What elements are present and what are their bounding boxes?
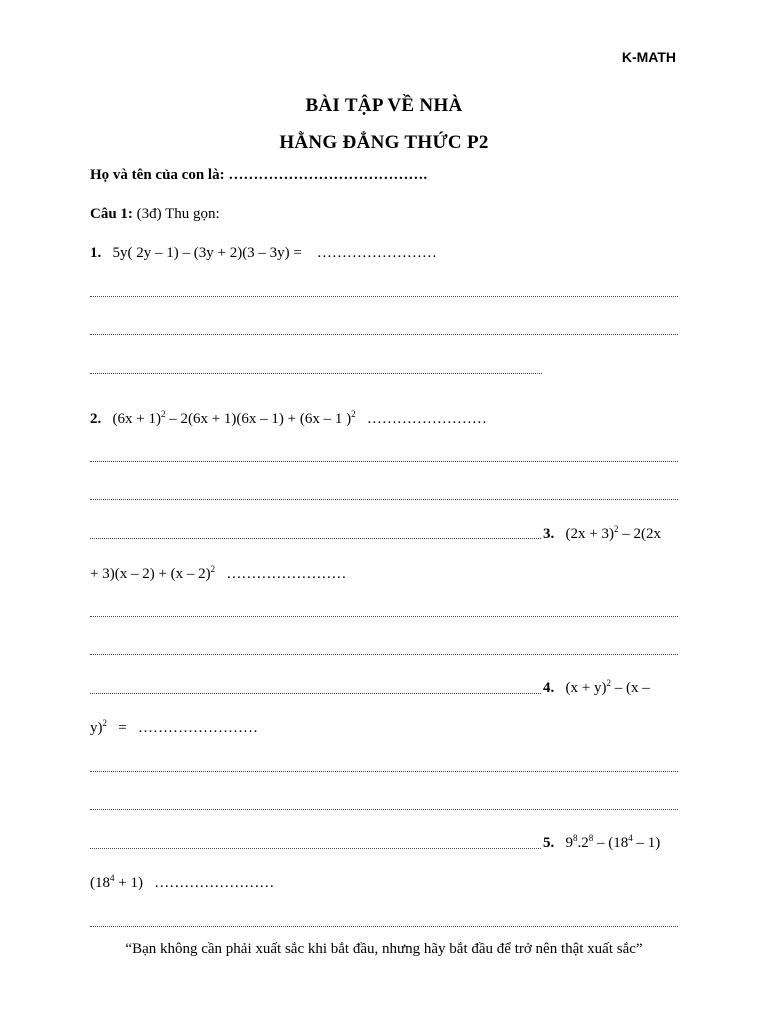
answer-line[interactable]	[90, 926, 678, 927]
answer-line[interactable]	[90, 616, 678, 617]
exercise-5	[543, 835, 660, 852]
worksheet-title: BÀI TẬP VỀ NHÀ	[305, 95, 463, 116]
exercise-expression: y)$^2$ =	[90, 718, 127, 736]
answer-line[interactable]	[90, 848, 541, 849]
answer-blank[interactable]: ……………………	[137, 720, 258, 736]
answer-line[interactable]	[90, 809, 678, 810]
answer-blank[interactable]: ……………………	[316, 245, 437, 261]
exercise-1	[90, 245, 437, 262]
exercise-expression: $(2x + 3)^2 - 2(2x$	[565, 524, 661, 542]
student-name-blank[interactable]: ………………………………….	[228, 167, 428, 183]
exercise-4-continued	[90, 720, 258, 737]
exercise-2	[90, 411, 487, 428]
answer-line[interactable]	[90, 693, 541, 694]
exercise-number: 1.	[90, 245, 102, 261]
question-label: Câu 1:	[90, 206, 133, 222]
exercise-number: 2.	[90, 411, 102, 427]
answer-line[interactable]	[90, 771, 678, 772]
answer-blank[interactable]: ……………………	[154, 875, 275, 891]
answer-line[interactable]	[90, 373, 542, 374]
answer-line[interactable]	[90, 461, 678, 462]
answer-blank[interactable]: ……………………	[366, 411, 487, 427]
answer-blank[interactable]: ……………………	[226, 566, 347, 582]
answer-line[interactable]	[90, 334, 678, 335]
worksheet-subtitle: HẰNG ĐẲNG THỨC P2	[279, 132, 489, 153]
answer-line[interactable]	[90, 538, 541, 539]
exercise-3-continued	[90, 566, 346, 583]
question-instruction: (3đ) Thu gọn:	[136, 206, 220, 222]
student-name-line	[90, 167, 427, 184]
exercise-number: 3.	[543, 526, 555, 542]
exercise-expression: 5y( 2y – 1) – (3y + 2)(3 – 3y) =	[112, 245, 302, 261]
exercise-expression: + 3)(x – 2) + (x – 2)$^2$	[90, 564, 216, 582]
exercise-number: 5.	[543, 835, 555, 851]
answer-line[interactable]	[90, 499, 678, 500]
exercise-5-continued	[90, 875, 274, 892]
exercise-expression: $(x + y)^2 - (x$ –	[565, 678, 650, 696]
exercise-expression: $(18^4 + 1)$	[90, 873, 143, 891]
question-heading	[90, 206, 220, 223]
exercise-4	[543, 680, 650, 697]
motivational-quote: “Bạn không cần phải xuất sắc khi bắt đầu, nhưng hãy bắt đầu để trở nên thật xuất sắc”	[125, 941, 643, 957]
exercise-expression: $(6x + 1)^2 - 2(6x + 1)(6x - 1) + (6x - 1$ )$^2$	[112, 409, 356, 427]
exercise-number: 4.	[543, 680, 555, 696]
student-name-label: Họ và tên của con là:	[90, 167, 225, 183]
exercise-3	[543, 526, 661, 543]
answer-line[interactable]	[90, 654, 678, 655]
exercise-expression: $9^8.2^8 - (18^4 - 1)$	[565, 833, 661, 851]
answer-line[interactable]	[90, 296, 678, 297]
brand-label: K-MATH	[621, 49, 676, 65]
